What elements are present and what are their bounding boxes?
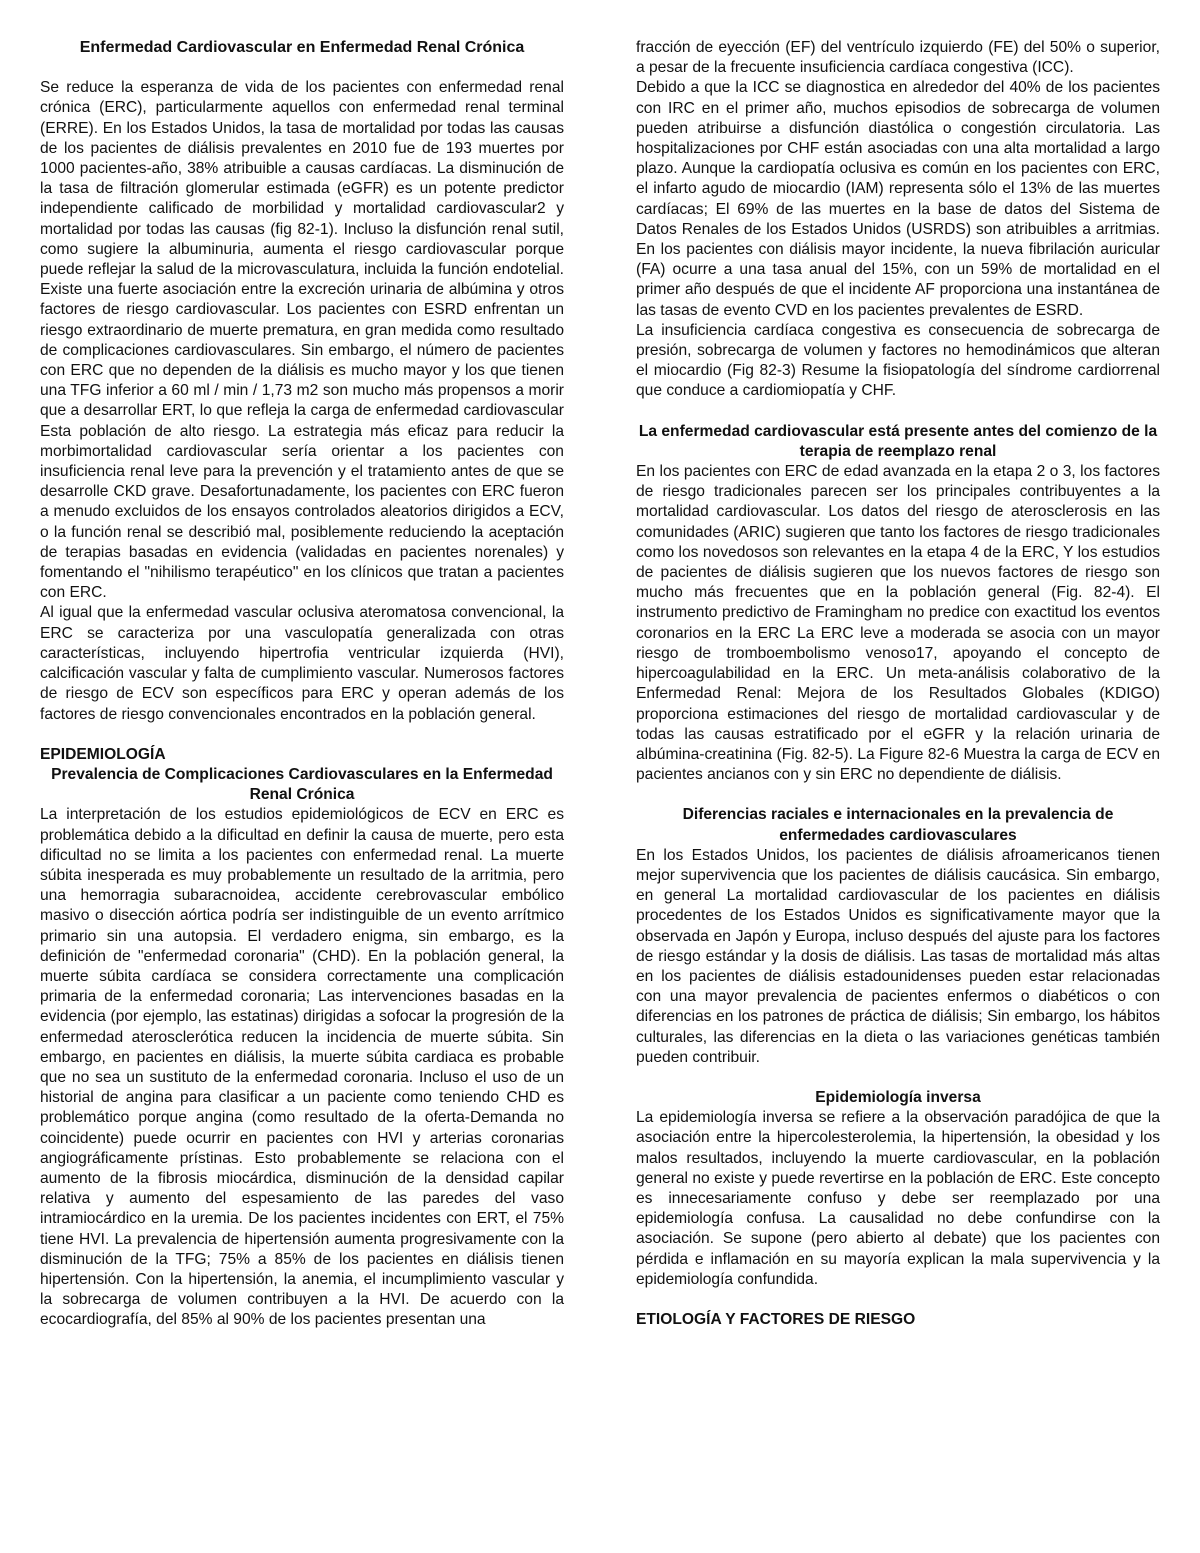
- paragraph: La interpretación de los estudios epidemiológicos de ECV en ERC es problemática debido a la dificultad en definir la causa de muerte, pero esta dificultad no se limita a los pacientes con enfermedad renal. La muerte súbita inesperada es muy probablemente un resultado de la arritmia, pero una hemorragia subaracnoidea, accidente cerebrovascular embólico masivo o disección aórtica podría ser indistinguible de un evento arrítmico primario sin una autopsia. El verdadero enigma, sin embargo, es la definición de "enfermedad coronaria" (CHD). En la población general, la muerte súbita cardíaca se considera correctamente una complicación primaria de la enfermedad coronaria; Las intervenciones basadas en la evidencia (por ejemplo, las estatinas) dirigidas a sofocar la progresión de la enfermedad aterosclerótica reducen la incidencia de muerte súbita. Sin embargo, en pacientes en diálisis, la muerte súbita cardiaca es probable que no sea un sustituto de la enfermedad coronaria. Incluso el uso de un historial de angina para clasificar a un paciente como teniendo CHD es problemático porque angina (como resultado de la oferta-Demanda no coincidente) puede ocurrir en pacientes con HVI y arterias coronarias angiográficamente prístinas. Esto probablemente se relaciona con el aumento de la fibrosis miocárdica, disminución de la densidad capilar relativa y aumento del espesamiento de las paredes del vaso intramiocárdico en la uremia. De los pacientes incidentes con ERT, el 75% tiene HVI. La prevalencia de hipertensión aumenta progresivamente con la disminución de la TFG; 75% a 85% de los pacientes en diálisis tienen hipertensión. Con la hipertensión, la anemia, el incumplimiento vascular y la sobrecarga de volumen contribuyen a la HVI. De acuerdo con la ecocardiografía, del 85% al 90% de los pacientes presentan una: [40, 806, 564, 1329]
- paragraph: La epidemiología inversa se refiere a la observación paradójica de que la asociación entre la hipercolesterolemia, la hipertensión, la obesidad y los malos resultados, incluyendo la muerte cardiovascular, en la población general no existe y puede revertirse en la población de ERC. Este concepto es innecesariamente confuso y debe ser reemplazado por una epidemiología confusa. La causalidad no debe confundirse con la asociación. Se supone (pero abierto al debate) que los pacientes con pérdida e inflamación en su mayoría explican la mala supervivencia y la epidemiología confundida.: [636, 1109, 1160, 1288]
- right-column: [636, 38, 1160, 1330]
- paragraph: La insuficiencia cardíaca congestiva es consecuencia de sobrecarga de presión, sobrecarga de volumen y factores no hemodinámicos que alteran el miocardio (Fig 82-3) Resume la fisiopatología del síndrome cardiorrenal que conduce a cardiomiopatía y CHF.: [636, 321, 1160, 400]
- subsection-heading: La enfermedad cardiovascular está presente antes del comienzo de la terapia de reemplazo renal: [638, 422, 1158, 460]
- spacer: [636, 402, 1160, 422]
- paragraph: Al igual que la enfermedad vascular oclusiva ateromatosa convencional, la ERC se caracteriza por una vasculopatía generalizada con otras características, incluyendo hipertrofia ventricular izquierda (HVI), calcificación vascular y falta de cumplimiento vascular. Numerosos factores de riesgo de ECV son específicos para ERC y operan además de los factores de riesgo convencionales encontrados en la población general.: [40, 604, 564, 723]
- document-title: Enfermedad Cardiovascular en Enfermedad Renal Crónica: [79, 39, 525, 56]
- section-heading: ETIOLOGÍA Y FACTORES DE RIESGO: [636, 1310, 916, 1328]
- paragraph: Debido a que la ICC se diagnostica en alrededor del 40% de los pacientes con IRC en el primer año, muchos episodios de sobrecarga de volumen pueden atribuirse a disfunción diastólica o congestión circulatoria. Las hospitalizaciones por CHF están asociadas con una alta mortalidad a largo plazo. Aunque la cardiopatía oclusiva es común en los pacientes con ERC, el infarto agudo de miocardio (IAM) representa sólo el 13% de las muertes cardíacas; El 69% de las muertes en la base de datos del Sistema de Datos Renales de los Estados Unidos (USRDS) son atribuibles a arritmias. En los pacientes con diálisis mayor incidente, la nueva fibrilación auricular (FA) ocurre a una tasa anual del 15%, con un 59% de mortalidad en el primer año después de que el incidente AF proporciona una instantánea de las tasas de evento CVD en los pacientes prevalentes de ESRD.: [636, 79, 1160, 319]
- paragraph: Se reduce la esperanza de vida de los pacientes con enfermedad renal crónica (ERC), particularmente aquellos con enfermedad renal terminal (ERRE). En los Estados Unidos, la tasa de mortalidad por todas las causas de los pacientes de diálisis prevalentes en 2010 fue de 193 muertes por 1000 pacientes-año, 38% atribuible a causas cardíacas. La disminución de la tasa de filtración glomerular estimada (eGFR) es un potente predictor independiente calificado de morbilidad y mortalidad cardiovascular2 y mortalidad por todas las causas (fig 82-1). Incluso la disfunción renal sutil, como sugiere la albuminuria, aumenta el riesgo cardiovascular porque puede reflejar la salud de la microvasculatura, incluida la función endotelial. Existe una fuerte asociación entre la excreción urinaria de albúmina y otros factores de riesgo cardiovascular. Los pacientes con ESRD enfrentan un riesgo extraordinario de muerte prematura, en gran medida como resultado de complicaciones cardiovasculares. Sin embargo, el número de pacientes con ERC que no dependen de la diálisis es mucho mayor y los que tienen una TFG inferior a 60 ml / min / 1,73 m2 son mucho más propensos a morir que a desarrollar ERT, lo que refleja la carga de enfermedad cardiovascular Esta población de alto riesgo. La estrategia más eficaz para reducir la morbimortalidad cardiovascular sería orientar a los pacientes con insuficiencia renal leve para la prevención y el tratamiento antes de que se desarrolle CKD grave. Desafortunadamente, los pacientes con ERC fueron a menudo excluidos de los ensayos controlados aleatorios dirigidos a ECV, o la función renal se describió mal, posiblemente reduciendo la aceptación de terapias basadas en evidencia (validadas en pacientes norenales) y fomentando el "nihilismo terapéutico" en los clínicos que tratan a pacientes con ERC.: [40, 79, 564, 602]
- paragraph: En los Estados Unidos, los pacientes de diálisis afroamericanos tienen mejor supervivencia que los pacientes de diálisis caucásica. Sin embargo, en general La mortalidad cardiovascular de los pacientes en diálisis procedentes de los Estados Unidos es significativamente mayor que la observada en Japón y Europa, incluso después del ajuste para los factores de riesgo estándar y la dosis de diálisis. Las tasas de mortalidad más altas en los pacientes de diálisis estadounidenses pueden estar relacionadas con una mayor prevalencia de pacientes enfermos o diabéticos o con diferencias en los patrones de práctica de diálisis; Sin embargo, los hábitos culturales, las diferencias en la dieta o las variaciones genéticas también pueden contribuir.: [636, 846, 1160, 1066]
- section-heading: EPIDEMIOLOGÍA: [40, 745, 166, 763]
- subsection-heading: Prevalencia de Complicaciones Cardiovasculares en la Enfermedad Renal Crónica: [51, 765, 553, 804]
- paragraph: fracción de eyección (EF) del ventrículo izquierdo (FE) del 50% o superior, a pesar de la frecuente insuficiencia cardíaca congestiva (ICC).: [636, 39, 1160, 77]
- spacer: [636, 785, 1160, 805]
- left-column: [40, 38, 564, 1331]
- subsection-heading: Epidemiología inversa: [815, 1088, 981, 1106]
- spacer: [636, 1068, 1160, 1088]
- subsection-heading: Diferencias raciales e internacionales en la prevalencia de enfermedades cardiovasculares: [682, 806, 1114, 844]
- paragraph: En los pacientes con ERC de edad avanzada en la etapa 2 o 3, los factores de riesgo tradicionales parecen ser los principales contribuyentes a la mortalidad cardiovascular. Los datos del riesgo de aterosclerosis en las comunidades (ARIC) sugieren que tanto los factores de riesgo tradicionales como los novedosos son relevantes en la etapa 4 de la ERC, Y los estudios de pacientes de diálisis sugieren que los nuevos factores de riesgo son mucho más frecuentes que en la población general (Fig. 82-4). El instrumento predictivo de Framingham no predice con exactitud los eventos coronarios en la ERC La ERC leve a moderada se asocia con un mayor riesgo de tromboembolismo venoso17, apoyando el concepto de hipercoagulabilidad en la ERC. Un meta-análisis colaborativo de la Enfermedad Renal: Mejora de los Resultados Globales (KDIGO) proporciona estimaciones del riesgo de mortalidad cardiovascular y de todas las causas estratificado por el eGFR y la relación urinaria de albúmina-creatinina (Fig. 82-5). La Figure 82-6 Muestra la carga de ECV en pacientes ancianos con y sin ERC no dependiente de diálisis.: [636, 463, 1160, 784]
